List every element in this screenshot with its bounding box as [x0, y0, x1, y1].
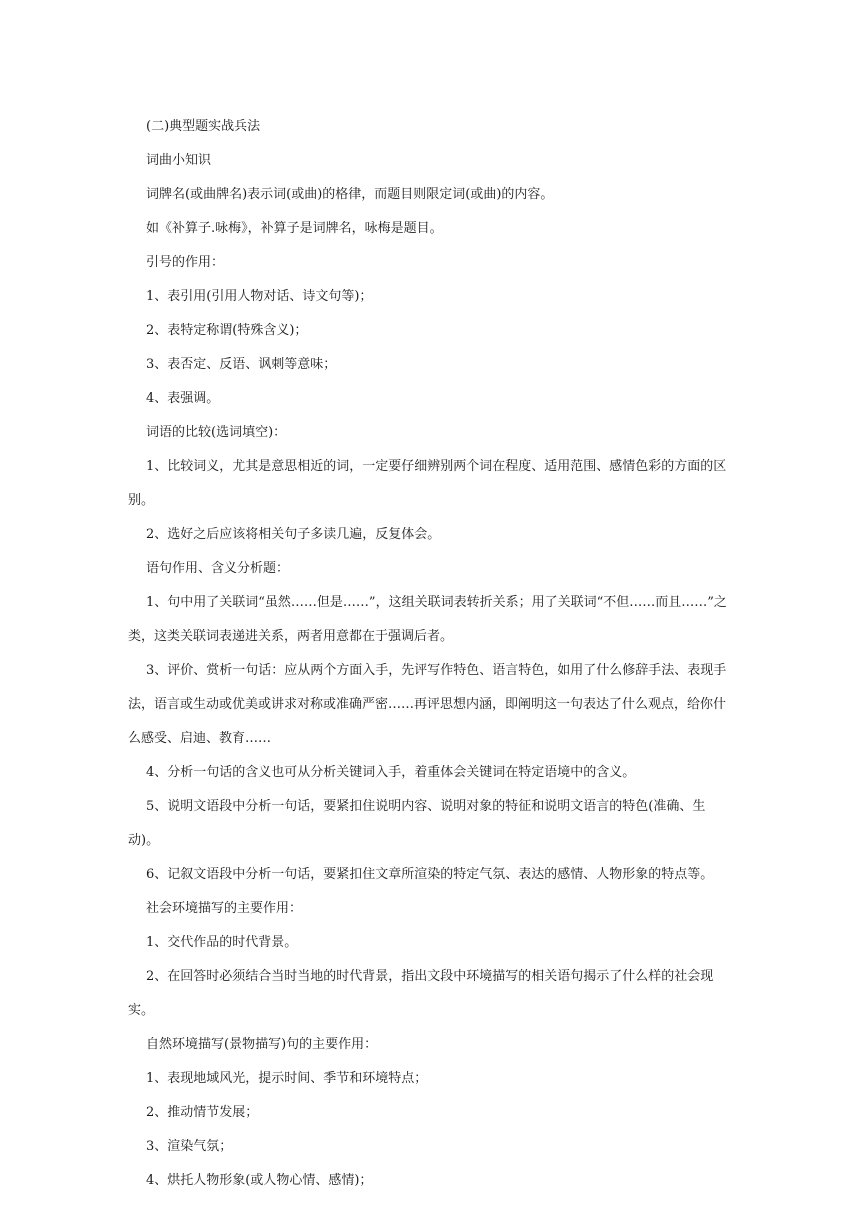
list-item: 2、在回答时必须结合当时当地的时代背景，指出文段中环境描写的相关语句揭示了什么样的社会现实。 — [128, 969, 714, 1018]
list-item: 1、表引用(引用人物对话、诗文句等)； — [146, 289, 373, 304]
list-item: 3、评价、赏析一句话：应从两个方面入手，先评写作特色、语言特色，如用了什么修辞手法、表现手法，语言或生动或优美或讲求对称或准确严密……再评思想内涵，即阐明这一句表达了什么观点，给你什么感受、启迪、教育…… — [128, 663, 727, 746]
list-item: 4、分析一句话的含义也可从分析关键词入手，着重体会关键词在特定语境中的含义。 — [146, 765, 636, 780]
list-item: 1、句中用了关联词“虽然……但是……”，这组关联词表转折关系；用了关联词“不但……而且……”之类，这类关联词表递进关系，两者用意都在于强调后者。 — [128, 595, 727, 644]
list-item: 6、记叙文语段中分析一句话，要紧扣住文章所渲染的特定气氛、表达的感情、人物形象的特点等。 — [146, 867, 714, 882]
list-item: 2、表特定称谓(特殊含义)； — [146, 323, 308, 338]
list-item: 4、烘托人物形象(或人物心情、感情)； — [146, 1173, 373, 1188]
subheading-sentence-analysis: 语句作用、含义分析题： — [146, 561, 290, 576]
subheading-ci-qu: 词曲小知识 — [146, 153, 212, 168]
subheading-quotes: 引号的作用： — [146, 255, 225, 270]
list-item: 2、推动情节发展； — [146, 1105, 259, 1120]
section-heading: (二)典型题实战兵法 — [146, 119, 261, 134]
list-item: 1、比较词义，尤其是意思相近的词，一定要仔细辨别两个词在程度、适用范围、感情色彩的方面的区别。 — [128, 459, 727, 508]
list-item: 1、表现地域风光，提示时间、季节和环境特点； — [146, 1071, 428, 1086]
list-item: 2、选好之后应该将相关句子多读几遍，反复体会。 — [146, 527, 441, 542]
list-item: 5、说明文语段中分析一句话，要紧扣住说明内容、说明对象的特征和说明文语言的特色(准确、生动)。 — [128, 799, 706, 848]
list-item: 4、表强调。 — [146, 391, 220, 406]
subheading-natural-environment: 自然环境描写(景物描写)句的主要作用： — [146, 1037, 378, 1052]
paragraph: 词牌名(或曲牌名)表示词(或曲)的格律，而题目则限定词(或曲)的内容。 — [146, 187, 554, 202]
document-body — [128, 110, 734, 1198]
list-item: 3、表否定、反语、讽刺等意味； — [146, 357, 337, 372]
paragraph: 如《补算子.咏梅》，补算子是词牌名，咏梅是题目。 — [146, 221, 443, 236]
list-item: 1、交代作品的时代背景。 — [146, 935, 298, 950]
subheading-word-compare: 词语的比较(选词填空)： — [146, 425, 287, 440]
list-item: 3、渲染气氛； — [146, 1139, 233, 1154]
subheading-social-environment: 社会环境描写的主要作用： — [146, 901, 303, 916]
